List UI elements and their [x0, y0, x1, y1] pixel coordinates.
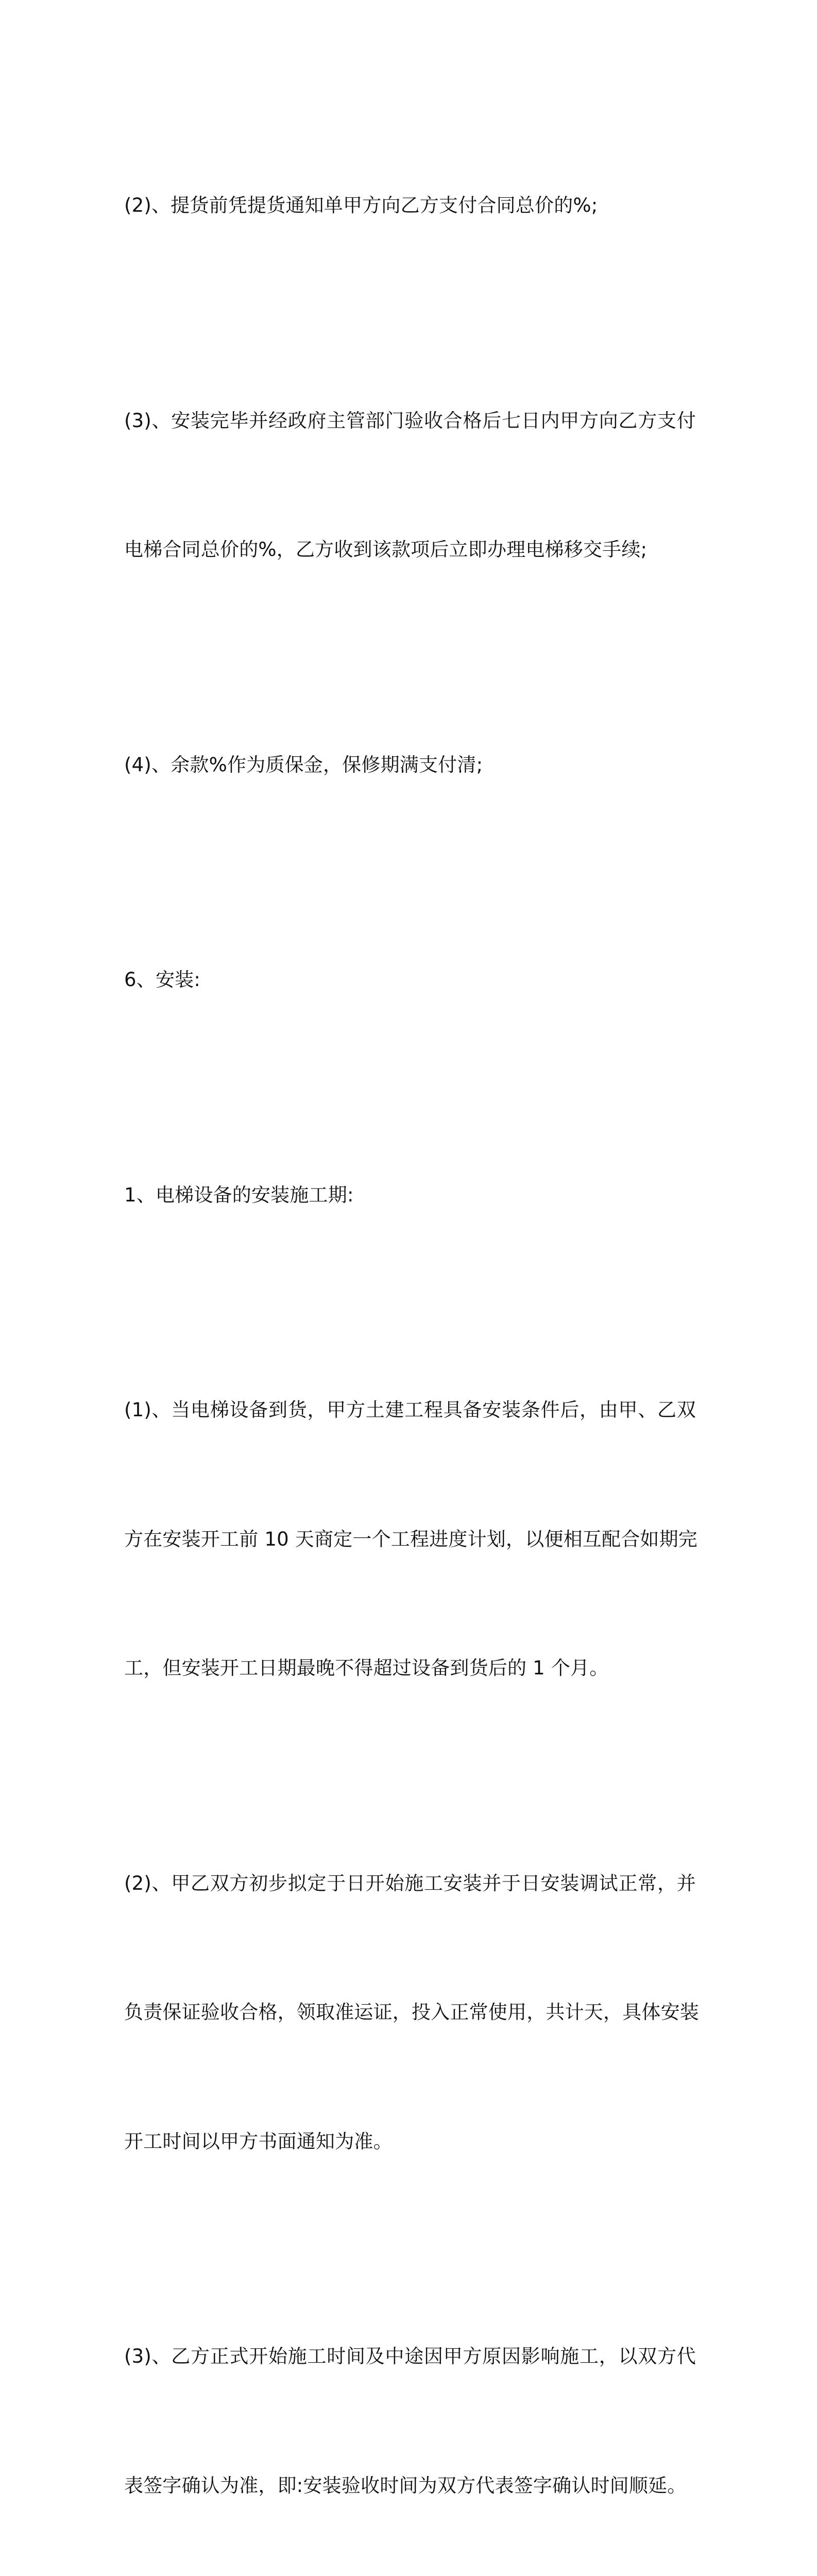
- text-line: (1)、当电梯设备到货，甲方土建工程具备安装条件后，由甲、乙双: [124, 1399, 696, 1421]
- text-line: 开工时间以甲方书面通知为准。: [124, 2130, 393, 2153]
- paragraph-payment-4: [124, 657, 696, 873]
- paragraph-installation-3: [124, 2249, 696, 2576]
- text-line: 工，但安装开工日期最晚不得超过设备到货后的 1 个月。: [124, 1657, 609, 1679]
- subsection-heading-installation-period: [124, 1088, 696, 1303]
- paragraph-payment-3: [124, 313, 696, 657]
- text-line: 1、电梯设备的安装施工期:: [124, 1183, 354, 1206]
- text-line: (2)、甲乙双方初步拟定于日开始施工安装并于日安装调试正常，并: [124, 1872, 696, 1894]
- document-body: [124, 98, 699, 2576]
- text-line: 6、安装:: [124, 969, 201, 991]
- paragraph-installation-1: [124, 1302, 696, 1776]
- text-line: (3)、乙方正式开始施工时间及中途因甲方原因影响施工，以双方代: [124, 2345, 696, 2367]
- section-heading-installation: [124, 872, 696, 1088]
- paragraph-installation-2: [124, 1776, 699, 2249]
- text-line: 方在安装开工前 10 天商定一个工程进度计划，以便相互配合如期完: [124, 1528, 698, 1550]
- paragraph-payment-2: [124, 98, 696, 313]
- text-line: 负责保证验收合格，领取准运证，投入正常使用，共计天，具体安装: [124, 2001, 699, 2023]
- text-line: 表签字确认为准，即:安装验收时间为双方代表签字确认时间顺延。: [124, 2474, 687, 2497]
- text-line: (3)、安装完毕并经政府主管部门验收合格后七日内甲方向乙方支付: [124, 409, 696, 432]
- text-line: (4)、余款%作为质保金，保修期满支付清;: [124, 753, 483, 776]
- text-line: (2)、提货前凭提货通知单甲方向乙方支付合同总价的%;: [124, 194, 598, 216]
- text-line: 电梯合同总价的%，乙方收到该款项后立即办理电梯移交手续;: [124, 538, 648, 561]
